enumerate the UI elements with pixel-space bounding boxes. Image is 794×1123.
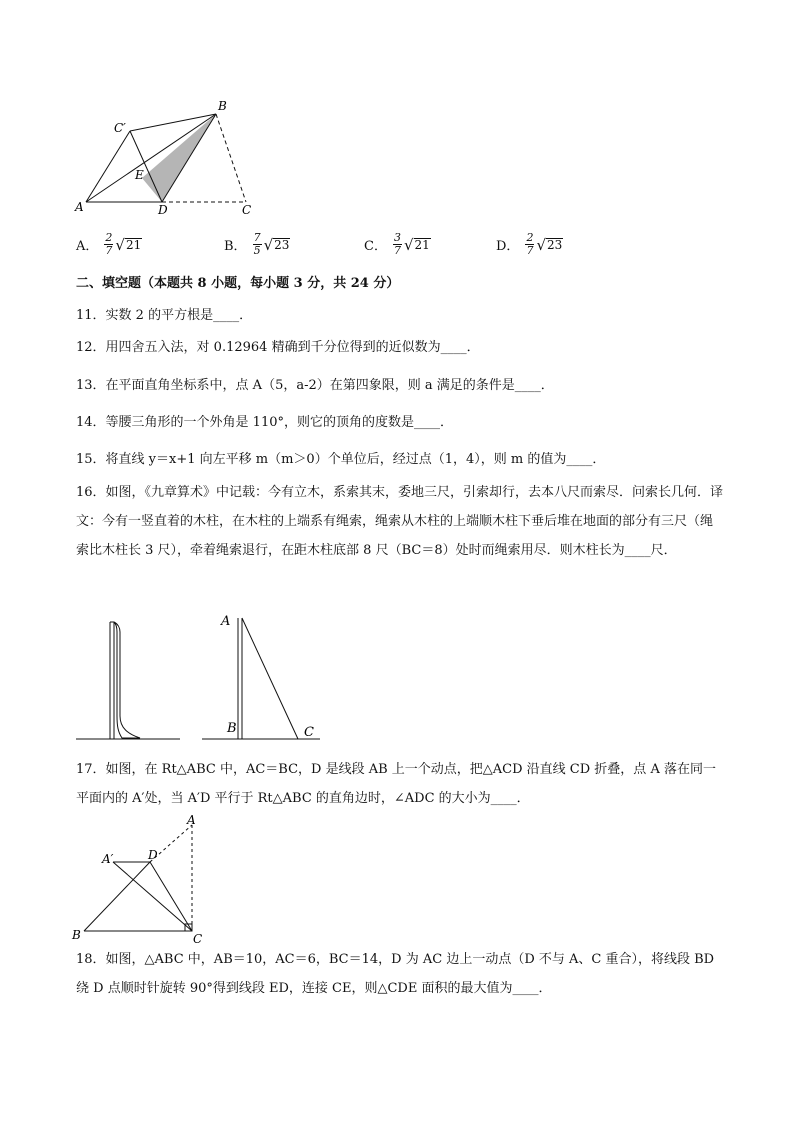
figure-fold-right-triangle [66,812,216,947]
denominator: 7 [105,244,113,257]
denominator: 7 [393,244,401,257]
denominator: 7 [526,244,534,257]
label-b: B [72,928,81,942]
label-a: A [75,200,84,214]
option-letter: C． [364,239,387,254]
figure-pole-rope [70,608,330,743]
radicand: 23 [274,237,290,252]
option-c[interactable] [364,232,431,257]
radical [536,236,563,254]
radical [115,236,142,254]
numerator: 2 [526,231,534,244]
option-d[interactable] [496,232,563,257]
question-16: 16．如图，《九章算术》中记载：今有立木，系索其末，委地三尺，引索却行，去本八尺而索尽．问索长几何．译文：今有一竖直着的木柱，在木柱的上端系有绳索，绳索从木柱的上端顺木柱下垂后堆在地面的部分有三尺（绳索比木柱长 3 尺），牵着绳索退行，在距木柱底部 8 尺（BC＝8）处时而绳索用尽．则木柱长为____尺． [76,485,724,558]
question-15: 15．将直线 y＝x+1 向左平移 m（m＞0）个单位后，经过点（1，4），则 m 的值为____． [76,452,606,467]
sqrt-icon: √ [115,235,125,254]
fraction [104,232,113,257]
denominator: 5 [253,244,261,257]
label-b: B [218,99,227,113]
label-a: A [187,813,196,827]
label-c-prime: C′ [114,121,126,135]
option-a[interactable] [76,232,142,257]
numerator: 7 [253,231,261,244]
radicand: 21 [414,237,430,252]
option-letter: D． [496,239,520,254]
option-letter: B． [224,239,247,254]
label-b: B [227,721,237,736]
label-c: C [304,725,314,740]
figure-fold-parallelogram [70,96,270,220]
label-d: D [158,203,168,217]
label-c: C [193,932,203,946]
question-18: 18．如图，△ABC 中，AB＝10，AC＝6，BC＝14，D 为 AC 边上一动点（D 不与 A、C 重合），将线段 BD 绕 D 点顺时针旋转 90°得到线段 ED，连接 CE，则△CDE 面积的最大值为____． [76,952,715,996]
shaded-triangle [142,114,216,202]
label-a: A [221,614,231,629]
question-14: 14．等腰三角形的一个外角是 110°，则它的顶角的度数是____． [76,415,453,430]
radicand: 21 [125,237,142,252]
sqrt-icon: √ [263,235,274,254]
radical [264,236,291,254]
numerator: 3 [393,231,401,244]
label-e: E [135,168,144,182]
label-c: C [242,203,252,217]
label-a-prime: A′ [102,852,114,866]
question-13: 13．在平面直角坐标系中，点 A（5，a-2）在第四象限，则 a 满足的条件是____． [76,378,554,393]
radical [404,236,431,254]
sqrt-icon: √ [536,235,546,254]
option-b[interactable] [224,232,290,257]
label-d: D [148,848,158,862]
question-12: 12．用四舍五入法，对 0.12964 精确到千分位得到的近似数为____． [76,340,480,355]
option-letter: A． [76,239,99,254]
radicand: 23 [547,237,563,252]
sqrt-icon: √ [403,235,414,254]
section-heading-fill-in: 二、填空题（本题共 8 小题，每小题 3 分，共 24 分） [76,276,400,291]
question-11: 11．实数 2 的平方根是____． [76,308,253,323]
fraction [253,232,262,257]
question-17: 17．如图，在 Rt△ABC 中，AC＝BC，D 是线段 AB 上一个动点，把△ACD 沿直线 CD 折叠，点 A 落在同一平面内的 A′处，当 A′D 平行于 Rt△ABC 的直角边时，∠ADC 的大小为____． [76,762,716,806]
fraction [393,232,402,257]
numerator: 2 [105,231,113,244]
fraction [525,232,534,257]
